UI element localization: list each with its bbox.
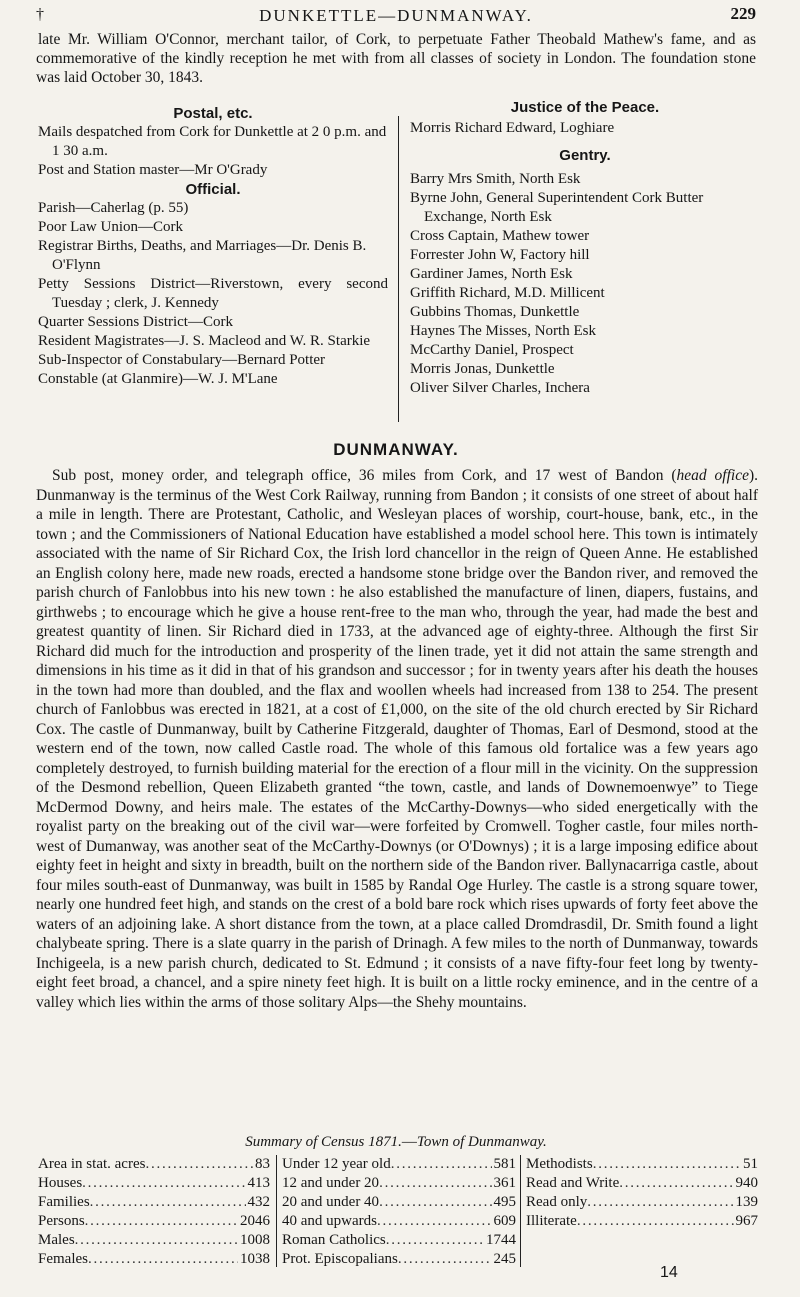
census-label: Families	[38, 1194, 90, 1210]
census-value: 1008	[240, 1232, 270, 1248]
census-leader	[377, 1212, 492, 1231]
census-title-part: Town of Dunmanway.	[416, 1134, 547, 1150]
census-label: Illiterate	[526, 1213, 577, 1229]
gentry-entry: Griffith Richard, M.D. Millicent	[410, 285, 605, 301]
census-row	[526, 1193, 758, 1212]
official-entry: Petty Sessions District—Riverstown, every second Tuesday ; clerk, J. Kennedy	[38, 276, 388, 311]
gentry-entry: Gardiner James, North Esk	[410, 266, 573, 282]
postal-entry: Post and Station master—Mr O'Grady	[38, 162, 268, 178]
justice-entry: Morris Richard Edward, Loghiare	[410, 120, 615, 136]
census-table	[38, 1155, 758, 1267]
left-column	[38, 104, 388, 389]
header-mark: †	[36, 6, 44, 23]
census-label: Under 12 year old	[282, 1156, 391, 1172]
census-label: Read and Write	[526, 1175, 620, 1191]
census-leader	[593, 1155, 741, 1174]
column-divider	[398, 116, 399, 422]
gentry-entry: Byrne John, General Superintendent Cork Butter Exchange, North Esk	[410, 190, 704, 225]
page-number: 229	[730, 4, 756, 23]
census-value: 432	[247, 1194, 270, 1210]
census-leader	[619, 1174, 733, 1193]
page-header	[36, 4, 756, 28]
census-leader	[75, 1231, 238, 1250]
gentry-entry: Forrester John W, Factory hill	[410, 247, 590, 263]
census-leader	[145, 1155, 253, 1174]
running-title: DUNKETTLE—DUNMANWAY.	[259, 6, 533, 25]
census-row	[282, 1155, 516, 1174]
census-label: Prot. Episcopalians	[282, 1251, 398, 1267]
census-row	[282, 1231, 516, 1250]
gentry-entry: McCarthy Daniel, Prospect	[410, 342, 574, 358]
census-title-dash: —	[401, 1134, 417, 1150]
description-rest: ). Dunmanway is the terminus of the West Cork Railway, running from Bandon ; it consists of one street of about half a mile in length. There are Protestant, Catholic, and Wesleyan places of worship, court-house, bank, etc., in the town ; and the Commissioners of National Education have established a model school here. This town is intimately associated with the name of Sir Richard Cox, the Irish lord chancellor in the reign of Queen Anne. He established an English colony here, made new roads, erected a handsome stone bridge over the Bandon river, and removed the parish church of Fanlobbus into his new town : he also established the manufacture of linen, diapers, fustains, and girthwebs ; to encourage which he give a house rent-free to the man who, through the year, had made the best and greatest quantity of linen. Sir Richard died in 1733, at the advanced age of eighty-three. Although the first Sir Richard did much for the introduction and prosperity of the linen trade, yet it did not attain the same strength and dimensions in his time as it did in that of his grandson and successor ; for in twenty years after his death the houses in the town had more than doubled, and the flax and woollen wheels had increased from 138 to 254. The present church of Fanlobbus was erected in 1821, at a cost of £1,000, on the site of the old church erected by Sir Richard Cox. The castle of Dunmanway, built by Catherine Fitzgerald, daughter of Thomas, Earl of Desmond, stood at the western end of the town, now called Castle road. The whole of this famous old fortalice was a few years ago completely destroyed, to furnish building material for the erection of a flour mill in the vicinity. On the suppression of the Desmond rebellion, Queen Elizabeth granted “the town, castle, and lands of Downemoenwye” to Tiege McDermod Downy, and heirs male. The estates of the McCarthy-Downys—who sided energetically with the royalist party on the breaking out of the civil war—were forfeited by Cromwell. Togher castle, four miles north-west of Dumanway, was another seat of the McCarthy-Downys (or O'Downys) ; it is a large imposing edifice about eighty feet in height and sixty in breadth, built on the northern side of the Bandon river. Ballynacarriga castle, about four miles south-east of Dunmanway, was built in 1585 by Randal Oge Hurley. The castle is a strong square tower, nearly one hundred feet high, and stands on the crest of a bold bare rock which rises upwards of forty feet above the waters of an adjoining lake. A short distance from the town, at a place called Dromdrasdil, Dr. Smith found a light chalybeate spring. There is a slate quarry in the parish of Drinagh. A few miles to the north of Dunmanway, towards Inchigeela, is a new parish church, dedicated to St. Edmund ; it consists of a nave fifty-four feet long by twenty-eight feet broad, a chancel, and a spire ninety feet high. It is built on a little rocky eminence, and in the centre of a valley which lies within the arms of those solitary Alps—the Shehy mountains.	[36, 467, 759, 1011]
postal-heading: Postal, etc.	[173, 105, 253, 122]
official-entry: Sub-Inspector of Constabulary—Bernard Potter	[38, 352, 326, 368]
dunmanway-description	[36, 466, 758, 1012]
census-column-3	[526, 1155, 758, 1231]
census-row	[282, 1174, 516, 1193]
census-row	[526, 1212, 758, 1231]
census-row	[38, 1231, 270, 1250]
census-value: 139	[735, 1194, 758, 1210]
census-label: Houses	[38, 1175, 83, 1191]
census-value: 1038	[240, 1251, 270, 1267]
section-title: DUNMANWAY.	[333, 440, 459, 459]
census-label: 40 and upwards	[282, 1213, 377, 1229]
census-divider	[520, 1155, 521, 1267]
gentry-entry: Gubbins Thomas, Dunkettle	[410, 304, 580, 320]
census-value: 967	[735, 1213, 758, 1229]
census-leader	[379, 1193, 491, 1212]
census-leader	[82, 1174, 245, 1193]
official-heading: Official.	[185, 181, 241, 198]
census-value: 413	[247, 1175, 270, 1191]
census-value: 495	[493, 1194, 516, 1210]
census-leader	[90, 1193, 246, 1212]
census-value: 609	[493, 1213, 516, 1229]
census-label: Persons	[38, 1213, 85, 1229]
census-value: 940	[735, 1175, 758, 1191]
gentry-entry: Morris Jonas, Dunkettle	[410, 361, 555, 377]
census-title	[36, 1134, 756, 1151]
gentry-heading: Gentry.	[559, 147, 611, 164]
official-entry: Resident Magistrates—J. S. Macleod and W. R. Starkie	[38, 333, 371, 349]
justice-heading: Justice of the Peace.	[510, 99, 660, 116]
census-row	[526, 1174, 758, 1193]
intro-paragraph: late Mr. William O'Connor, merchant tailor, of Cork, to perpetuate Father Theobald Mathew's fame, and as commemorative of the kindly reception he met with from all classes of society in London. The foundation stone was laid October 30, 1843.	[36, 31, 756, 86]
census-column-2	[282, 1155, 516, 1269]
census-label: Area in stat. acres	[38, 1156, 146, 1172]
census-value: 83	[255, 1156, 270, 1172]
census-label: 20 and under 40	[282, 1194, 380, 1210]
gentry-entry: Oliver Silver Charles, Inchera	[410, 380, 590, 396]
census-leader	[85, 1212, 238, 1231]
census-row	[38, 1155, 270, 1174]
postal-entry: Mails despatched from Cork for Dunkettle at 2 0 p.m. and 1 30 a.m.	[38, 124, 387, 159]
census-value: 245	[493, 1251, 516, 1267]
census-leader	[587, 1193, 733, 1212]
census-column-1	[38, 1155, 270, 1269]
census-leader	[391, 1155, 492, 1174]
census-label: Males	[38, 1232, 75, 1248]
official-entry: Constable (at Glanmire)—W. J. M'Lane	[38, 371, 278, 387]
census-leader	[386, 1231, 484, 1250]
gentry-entry: Cross Captain, Mathew tower	[410, 228, 590, 244]
census-value: 1744	[486, 1232, 516, 1248]
official-entry: Quarter Sessions District—Cork	[38, 314, 233, 330]
census-title-part: Summary of Census 1871.	[245, 1134, 402, 1150]
census-leader	[379, 1174, 491, 1193]
official-entry: Poor Law Union—Cork	[38, 219, 183, 235]
signature-mark: 14	[660, 1264, 678, 1281]
gentry-entry: Barry Mrs Smith, North Esk	[410, 171, 581, 187]
census-leader	[577, 1212, 734, 1231]
census-leader	[88, 1250, 238, 1269]
census-row	[38, 1212, 270, 1231]
census-row	[282, 1212, 516, 1231]
census-row	[38, 1193, 270, 1212]
census-label: Read only	[526, 1194, 588, 1210]
right-column	[410, 98, 760, 398]
census-leader	[398, 1250, 492, 1269]
census-row	[38, 1250, 270, 1269]
census-label: Roman Catholics	[282, 1232, 386, 1248]
census-value: 2046	[240, 1213, 270, 1229]
official-entry: Parish—Caherlag (p. 55)	[38, 200, 189, 216]
gentry-entry: Haynes The Misses, North Esk	[410, 323, 596, 339]
census-row	[526, 1155, 758, 1174]
census-row	[38, 1174, 270, 1193]
census-row	[282, 1250, 516, 1269]
official-entry: Registrar Births, Deaths, and Marriages—Dr. Denis B. O'Flynn	[38, 238, 367, 273]
census-label: Methodists	[526, 1156, 593, 1172]
census-value: 51	[743, 1156, 758, 1172]
census-row	[282, 1193, 516, 1212]
census-value: 361	[493, 1175, 516, 1191]
census-divider	[276, 1155, 277, 1267]
census-label: 12 and under 20	[282, 1175, 380, 1191]
census-value: 581	[493, 1156, 516, 1172]
census-label: Females	[38, 1251, 88, 1267]
description-italic: head office	[676, 467, 749, 484]
description-start: Sub post, money order, and telegraph office, 36 miles from Cork, and 17 west of Bandon (	[52, 467, 677, 484]
